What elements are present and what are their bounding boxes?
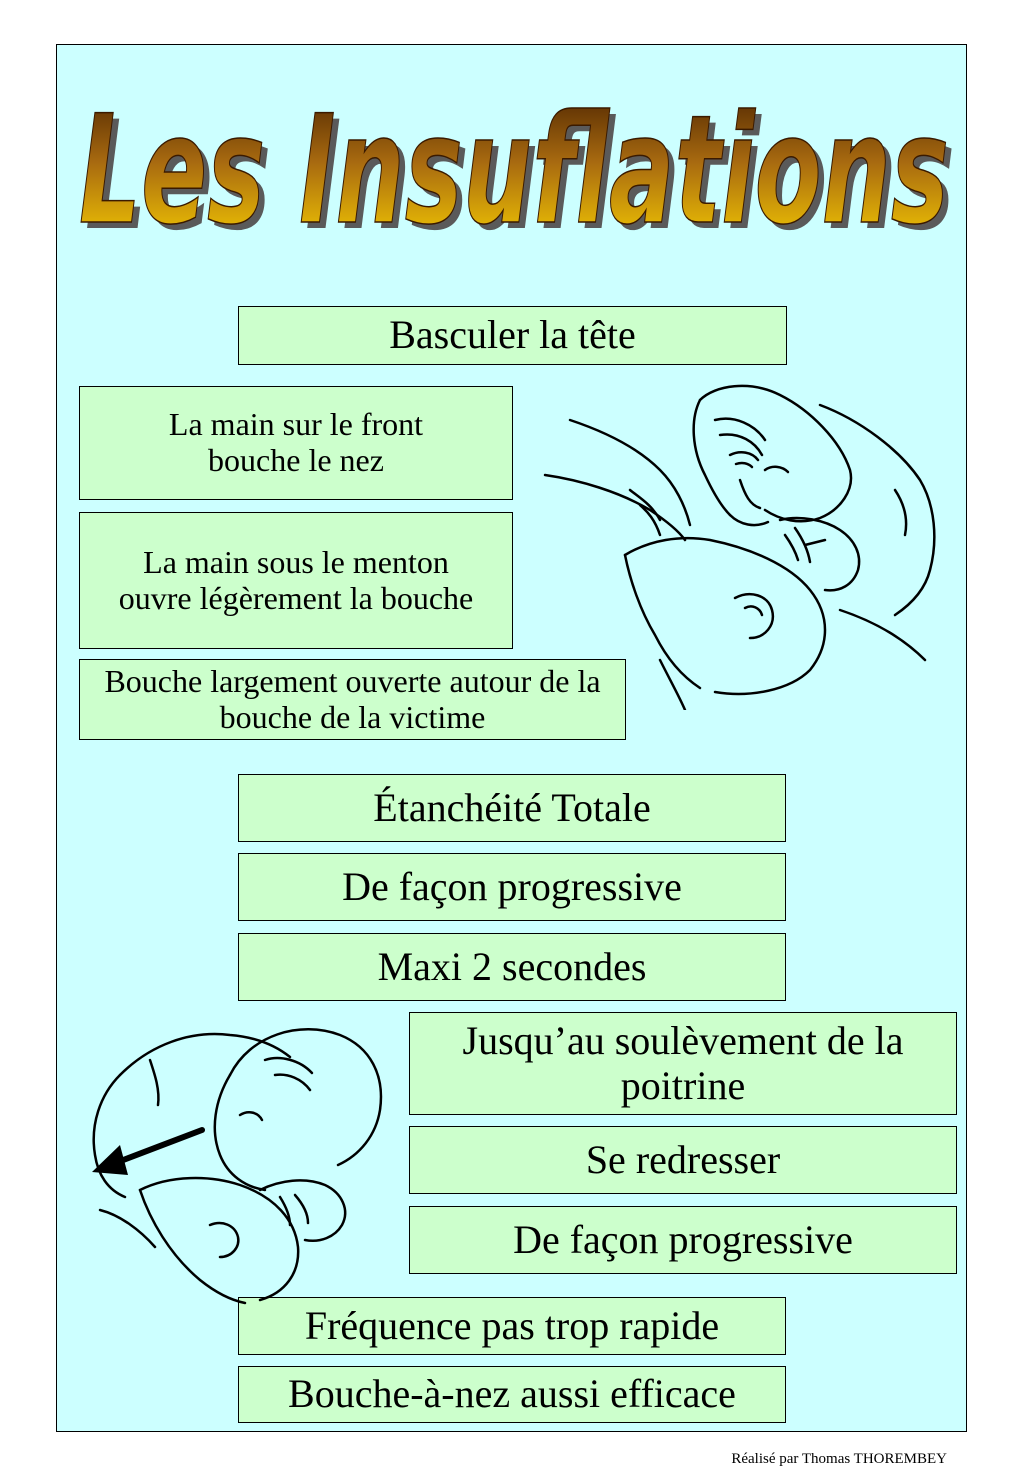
poster-title [0, 0, 1024, 260]
poster-title-text: Les Insuflations [79, 84, 949, 258]
poster-title-shadow: Les Insuflations [85, 90, 955, 260]
step-label: De façon progressive [342, 863, 682, 909]
step-main-sur-front [79, 386, 513, 500]
step-label: Étanchéité Totale [373, 784, 651, 830]
step-se-redresser [409, 1126, 957, 1194]
step-basculer-la-tete [238, 306, 787, 365]
step-soulevement-poitrine [409, 1012, 957, 1115]
step-frequence [238, 1297, 786, 1355]
credit-footer: Réalisé par Thomas THOREMBEY [731, 1451, 947, 1467]
step-main-sous-menton [79, 512, 513, 649]
step-label: Basculer la tête [389, 312, 636, 358]
step-progressive-1 [238, 853, 786, 921]
step-etancheite [238, 774, 786, 842]
step-label: Bouche-à-nez aussi efficace [288, 1371, 736, 1417]
step-label: Se redresser [585, 1136, 781, 1182]
step-label: Bouche largement ouverte autour de la bouche de la victime [104, 662, 601, 735]
step-label: La main sur le front bouche le nez [168, 406, 424, 478]
step-label: De façon progressive [513, 1216, 853, 1262]
step-bouche-a-nez [238, 1366, 786, 1423]
step-label: Jusqu’au soulèvement de la poitrine [462, 1017, 904, 1108]
step-label: La main sous le menton ouvre légèrement la bouche [118, 543, 474, 616]
rescuer-straighten-illustration [80, 1015, 410, 1305]
step-label: Maxi 2 secondes [377, 943, 647, 989]
step-progressive-2 [409, 1206, 957, 1274]
mouth-to-mouth-illustration [540, 380, 950, 710]
step-label: Fréquence pas trop rapide [304, 1302, 720, 1348]
step-maxi-2-secondes [238, 933, 786, 1001]
